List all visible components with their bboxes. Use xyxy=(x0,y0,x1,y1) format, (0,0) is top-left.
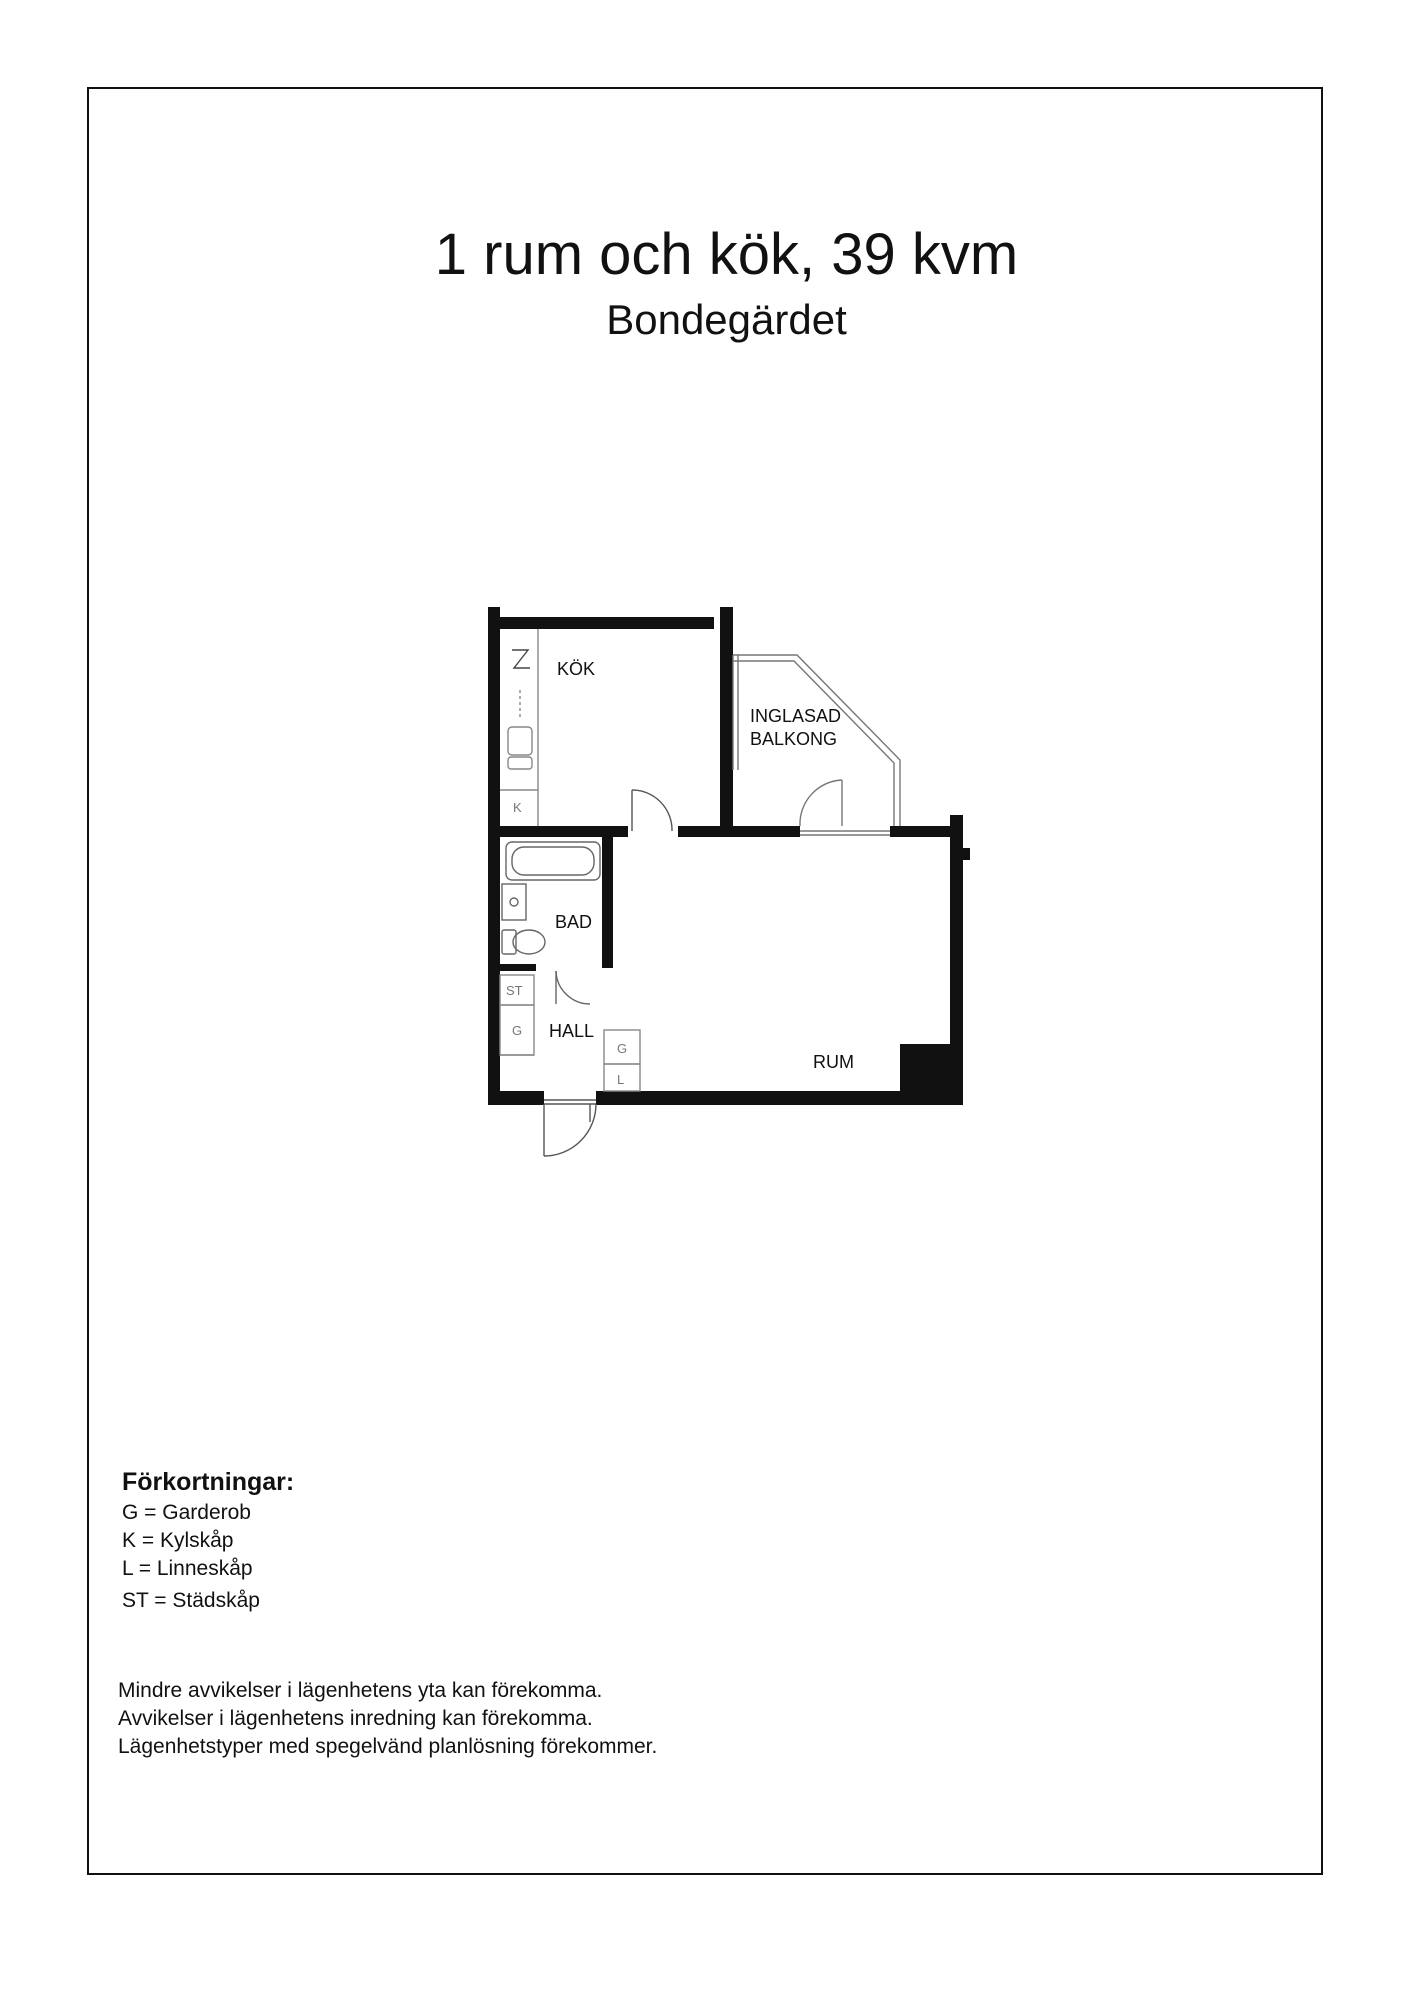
disclaimer-notes xyxy=(118,1677,657,1761)
legend-item: ST = Städskåp xyxy=(122,1589,260,1612)
legend-item: G = Garderob xyxy=(122,1501,251,1524)
note-line: Mindre avvikelser i lägenhetens yta kan förekomma. xyxy=(118,1679,603,1702)
label-bathroom: BAD xyxy=(555,912,593,932)
note-line: Lägenhetstyper med spegelvänd planlösning förekommer. xyxy=(118,1735,658,1758)
label-cleaning-closet: ST xyxy=(506,983,523,998)
legend-item: K = Kylskåp xyxy=(122,1529,234,1552)
label-hall: HALL xyxy=(549,1021,595,1041)
label-fridge: K xyxy=(513,800,522,815)
label-balcony-2: BALKONG xyxy=(750,729,838,749)
legend-item: L = Linneskåp xyxy=(122,1557,253,1580)
label-room: RUM xyxy=(813,1052,854,1072)
label-balcony-1: INGLASAD xyxy=(750,706,842,726)
label-linen-closet: L xyxy=(617,1072,625,1087)
label-room-wardrobe: G xyxy=(617,1041,628,1056)
legend xyxy=(122,1467,294,1615)
page-title: 1 rum och kök, 39 kvm xyxy=(434,222,1019,287)
note-line: Avvikelser i lägenhetens inredning kan förekomma. xyxy=(118,1707,593,1730)
page-subtitle: Bondegärdet xyxy=(606,296,847,343)
label-hall-wardrobe: G xyxy=(512,1023,523,1038)
kitchen-counter xyxy=(500,629,538,826)
entrance-door xyxy=(544,1100,596,1156)
kitchen-door xyxy=(632,790,672,831)
legend-heading: Förkortningar: xyxy=(122,1468,295,1496)
label-kitchen: KÖK xyxy=(557,659,596,679)
